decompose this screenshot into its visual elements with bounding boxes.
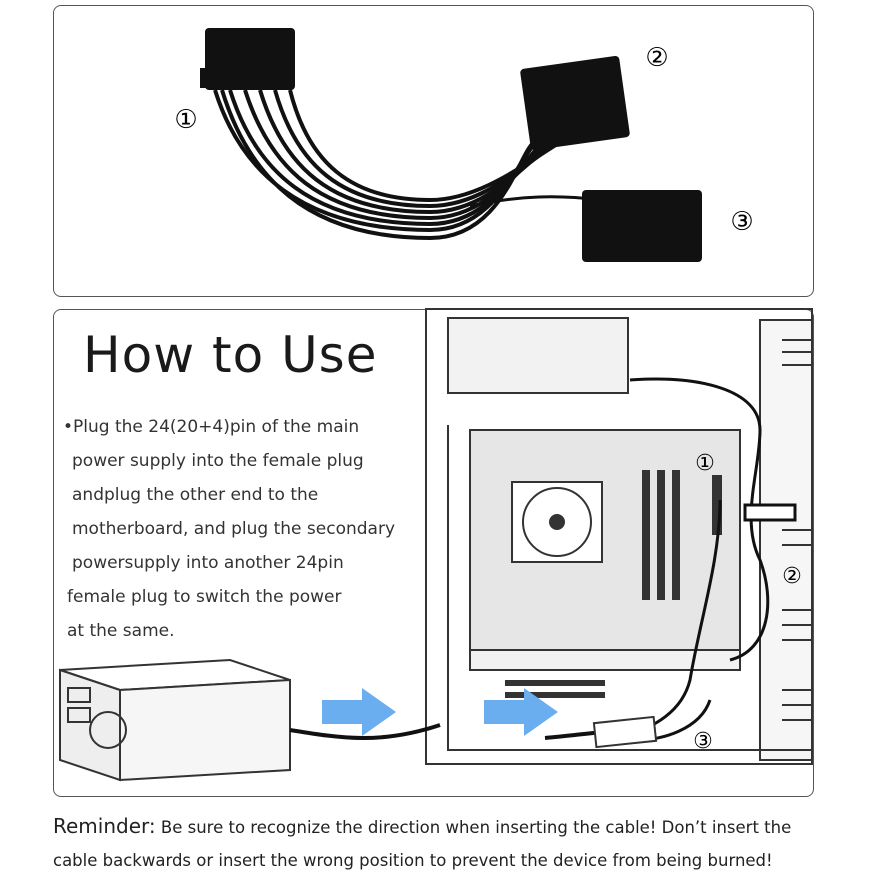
instruction-line: motherboard, and plug the secondary [72, 519, 396, 539]
direction-arrow-left [322, 688, 396, 736]
instruction-line: female plug to switch the power [67, 587, 342, 607]
instructions [63, 410, 423, 648]
label-one-diagram: ① [695, 451, 715, 476]
power-supply-unit [60, 660, 290, 780]
instruction-line: at the same. [67, 621, 175, 641]
instruction-line: power supply into the female plug [72, 451, 364, 471]
instruction-line: •Plug the 24(20+4)pin of the main [63, 417, 360, 437]
label-three-top: ③ [730, 207, 754, 237]
reminder-block [53, 810, 853, 877]
label-two-top: ② [645, 43, 669, 73]
instruction-line: andplug the other end to the [72, 485, 319, 505]
reminder-text-line1: Be sure to recognize the direction when inserting the cable! Don’t insert the [160, 818, 792, 837]
reminder-text-line2: cable backwards or insert the wrong position to prevent the device from being burned! [53, 851, 773, 870]
how-to-use-title: How to Use [83, 326, 378, 384]
instruction-line: powersupply into another 24pin [72, 553, 344, 573]
label-one-top: ① [174, 105, 198, 135]
reminder-label: Reminder: [53, 814, 156, 838]
label-three-diagram: ③ [693, 729, 713, 754]
label-two-diagram: ② [782, 564, 802, 589]
dual-connector [594, 717, 656, 747]
